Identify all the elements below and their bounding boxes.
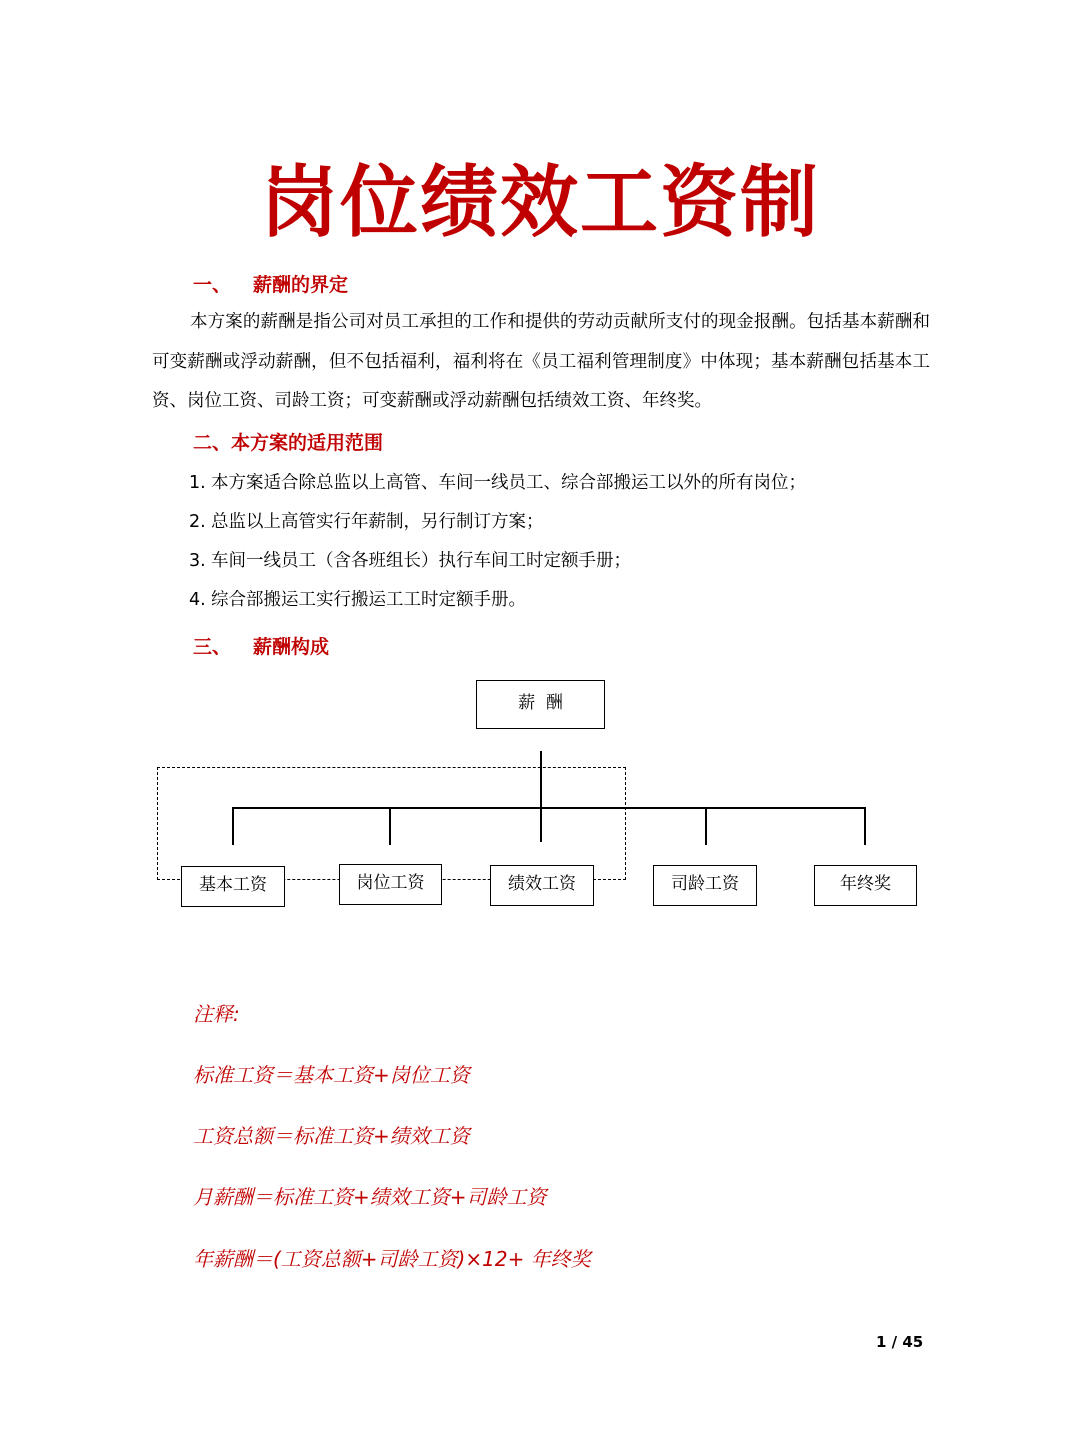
node-performance-salary: 绩效工资: [490, 865, 594, 906]
node-seniority-salary: 司龄工资: [653, 865, 757, 906]
horizontal-connector-line: [232, 807, 866, 809]
formula-monthly-pay: 月薪酬＝标准工资+绩效工资+司龄工资: [193, 1185, 547, 1209]
scope-list-item: [189, 508, 544, 533]
formula-annual-pay: 年薪酬＝(工资总额+司龄工资)×12+ 年终奖: [193, 1247, 591, 1271]
section-heading-3: [193, 632, 329, 659]
section-title: 薪酬的界定: [253, 274, 349, 296]
section-title: 薪酬构成: [253, 636, 330, 658]
child-connector-line: [389, 807, 391, 845]
list-text: 车间一线员工（含各班组长）执行车间工时定额手册；: [211, 551, 631, 571]
page-number: 1 / 45: [876, 1333, 924, 1351]
list-index: 4.: [189, 590, 206, 610]
child-connector-line: [864, 807, 866, 845]
list-text: 总监以上高管实行年薪制，另行制订方案；: [211, 512, 544, 532]
formula-total-salary: 工资总额＝标准工资+绩效工资: [193, 1124, 470, 1148]
document-title: 岗位绩效工资制: [259, 158, 820, 248]
section-number: 一、: [193, 274, 232, 296]
child-connector-line: [705, 807, 707, 845]
node-basic-salary: 基本工资: [181, 866, 285, 907]
section-number: 三、: [193, 636, 232, 658]
node-position-salary: 岗位工资: [339, 864, 442, 905]
node-year-end-bonus: 年终奖: [814, 865, 917, 906]
section-heading-2: [193, 428, 383, 455]
list-index: 3.: [189, 551, 206, 571]
list-index: 1.: [189, 473, 206, 493]
formula-standard-salary: 标准工资＝基本工资+岗位工资: [193, 1063, 470, 1087]
scope-list-item: [189, 586, 526, 611]
section-title: 本方案的适用范围: [231, 432, 384, 454]
list-text: 本方案适合除总监以上高管、车间一线员工、综合部搬运工以外的所有岗位；: [211, 473, 806, 493]
list-text: 综合部搬运工实行搬运工工时定额手册。: [211, 590, 526, 610]
definition-paragraph: 本方案的薪酬是指公司对员工承担的工作和提供的劳动贡献所支付的现金报酬。包括基本薪酬和可变薪酬或浮动薪酬，但不包括福利，福利将在《员工福利管理制度》中体现；基本薪酬包括基本工资、岗位工资、司龄工资；可变薪酬或浮动薪酬包括绩效工资、年终奖。: [152, 312, 930, 411]
scope-list-item: [189, 469, 806, 494]
scope-list-item: [189, 547, 631, 572]
list-index: 2.: [189, 512, 206, 532]
section-number: 二、: [193, 432, 232, 454]
section-heading-1: [193, 270, 348, 297]
notes-label: 注释:: [193, 1002, 240, 1026]
root-connector-line: [540, 751, 542, 842]
child-connector-line: [232, 807, 234, 845]
root-node-salary: 薪 酬: [476, 680, 605, 729]
